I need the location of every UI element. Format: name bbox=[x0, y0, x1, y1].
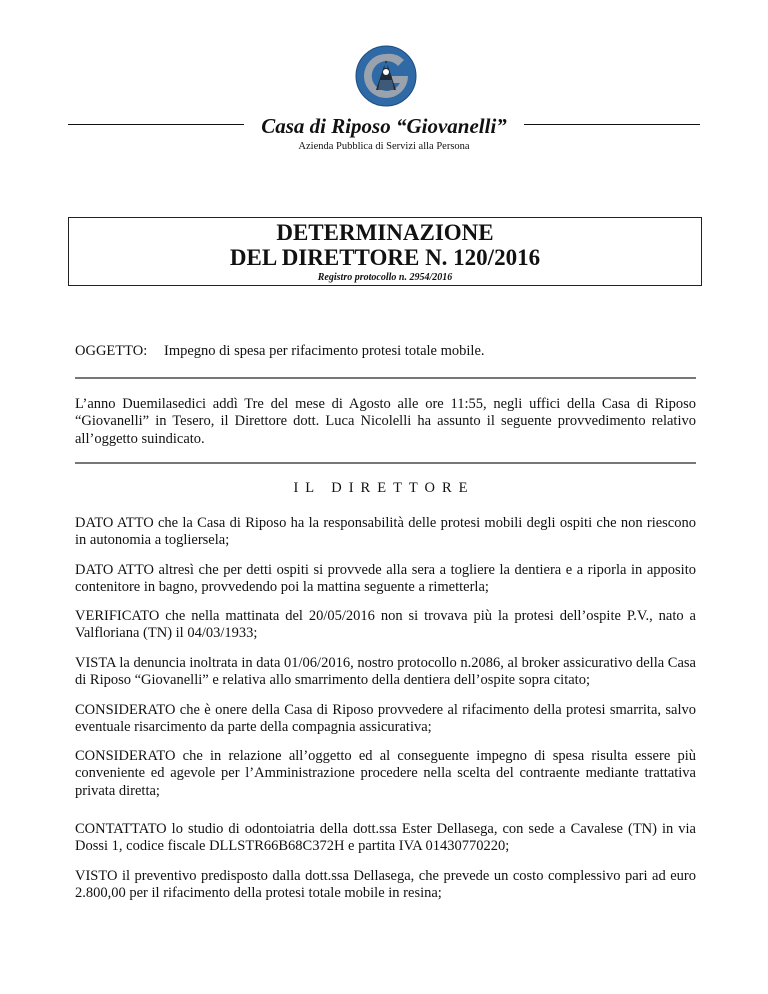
divider bbox=[75, 377, 696, 379]
document-title-line2: DEL DIRETTORE N. 120/2016 bbox=[229, 245, 541, 270]
subject-line bbox=[75, 343, 696, 360]
body-paragraph: CONSIDERATO che in relazione all’oggetto ed al conseguente impegno di spesa risulta essere più conveniente ed agevole per l’Amministrazione procedere nella scelta del contraente mediante trattativa privata diretta; bbox=[75, 748, 696, 799]
section-heading: IL DIRETTORE bbox=[293, 480, 475, 496]
institution-name: Casa di Riposo “Giovanelli” bbox=[0, 114, 768, 139]
body-paragraph: DATO ATTO che la Casa di Riposo ha la responsabilità delle protesi mobili degli ospiti che non riescono in autonomia a togliersela; bbox=[75, 515, 696, 549]
document-title-line1: DETERMINAZIONE bbox=[276, 220, 494, 245]
body-paragraph: VERIFICATO che nella mattinata del 20/05/2016 non si trovava più la protesi dell’ospite P.V., nato a Valfloriana (TN) il 04/03/1933; bbox=[75, 608, 696, 642]
body-paragraph: CONSIDERATO che è onere della Casa di Riposo provvedere al rifacimento della protesi smarrita, salvo eventuale risarcimento da parte della compagnia assicurativa; bbox=[75, 702, 696, 736]
body-paragraph: CONTATTATO lo studio di odontoiatria della dott.ssa Ester Dellasega, con sede a Cavalese (TN) in via Dossi 1, codice fiscale DLLSTR66B68C372H e partita IVA 01430770220; bbox=[75, 821, 696, 855]
intro-paragraph: L’anno Duemilasedici addì Tre del mese di Agosto alle ore 11:55, negli uffici della Casa di Riposo “Giovanelli” in Tesero, il Direttore dott. Luca Nicolelli ha assunto il seguente provvedimento relativo all’oggetto suindicato. bbox=[75, 396, 696, 447]
registry-number: Registro protocollo n. 2954/2016 bbox=[317, 272, 453, 283]
body-paragraph: VISTO il preventivo predisposto dalla dott.ssa Dellasega, che prevede un costo complessivo pari ad euro 2.800,00 per il rifacimento della protesi totale mobile in resina; bbox=[75, 868, 696, 902]
institution-subtitle: Azienda Pubblica di Servizi alla Persona bbox=[298, 141, 470, 152]
document-title-box bbox=[68, 217, 702, 286]
body-paragraph: DATO ATTO altresì che per detti ospiti si provvede alla sera a togliere la dentiera e a riporla in apposito contenitore in bagno, provvedendo poi la mattina seguente a rimetterla; bbox=[75, 562, 696, 596]
subject-label: OGGETTO: bbox=[75, 343, 148, 359]
divider bbox=[75, 462, 696, 464]
subject-text: Impegno di spesa per rifacimento protesi totale mobile. bbox=[164, 343, 485, 359]
body-paragraph: VISTA la denuncia inoltrata in data 01/06/2016, nostro protocollo n.2086, al broker assicurativo della Casa di Riposo “Giovanelli” e relativa allo smarrimento della dentiera dell’ospite sopra citato; bbox=[75, 655, 696, 689]
casa-di-riposo-logo-icon bbox=[354, 44, 418, 108]
